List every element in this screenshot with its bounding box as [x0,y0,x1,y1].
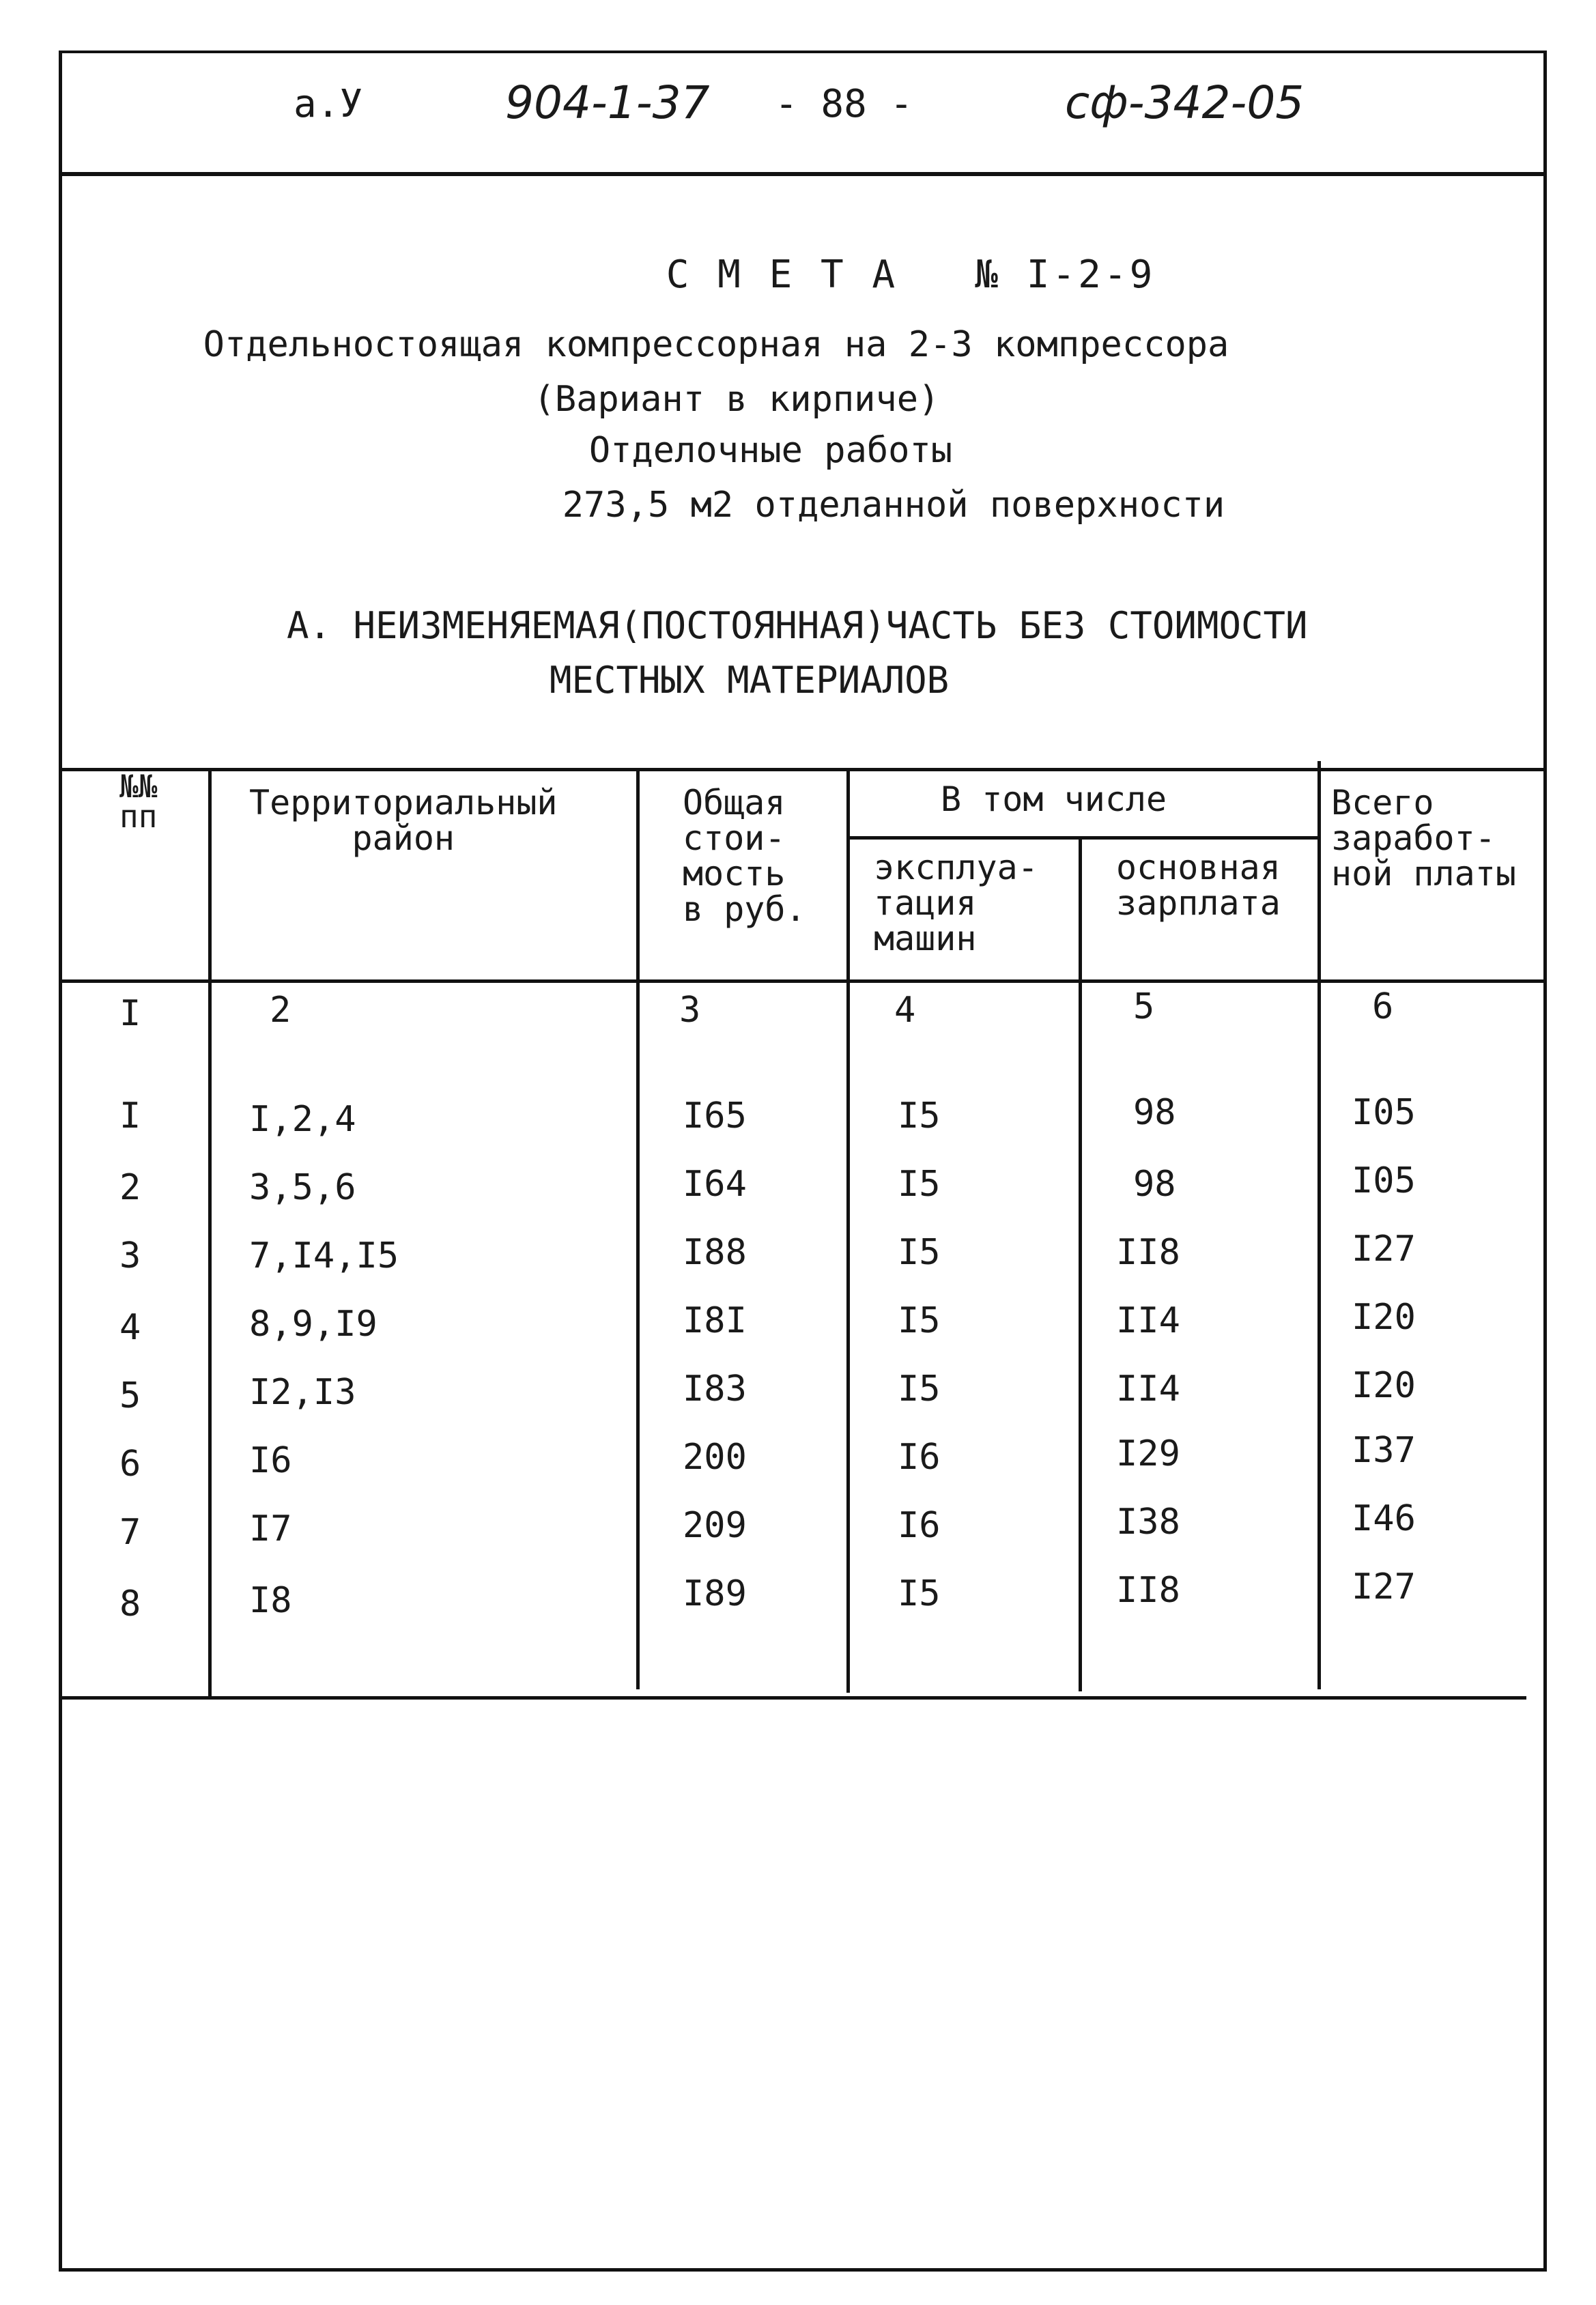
row-2-machines: I5 [898,1164,941,1205]
row-7-wages: I46 [1352,1498,1416,1539]
heading-line-4: 273,5 м2 отделанной поверхности [562,485,1225,526]
row-1-number: I [119,1096,141,1136]
col-number-1: I [119,993,141,1034]
row-1-wages: I05 [1352,1092,1416,1133]
row-1-salary: 98 [1133,1092,1176,1133]
row-8-total: I89 [683,1573,747,1614]
row-2-total: I64 [683,1164,747,1205]
row-4-machines: I5 [898,1300,941,1341]
header-number: №№ пп [119,768,158,835]
col-number-3: 3 [679,990,701,1031]
row-5-salary: II4 [1116,1369,1180,1409]
row-3-number: 3 [119,1235,141,1276]
header-salary: основная зарплата [1116,848,1281,923]
col-divider-1 [208,768,212,1696]
row-5-region: I2,I3 [249,1372,356,1413]
row-7-total: 209 [683,1505,747,1546]
row-8-region: I8 [249,1580,292,1621]
row-5-total: I83 [683,1369,747,1409]
section-title-line-1: А. НЕИЗМЕНЯЕМАЯ(ПОСТОЯННАЯ)ЧАСТЬ БЕЗ СТОИМОСТИ [287,604,1308,647]
col-number-4: 4 [894,990,916,1031]
row-6-total: 200 [683,1437,747,1478]
row-7-region: I7 [249,1508,292,1549]
table-top-border [59,768,1547,771]
header-total-wages: Всего заработ- ной платы [1331,783,1516,893]
heading-line-3: Отделочные работы [588,430,953,471]
col-divider-2 [636,768,640,1689]
stamp-separator [59,172,1547,176]
header-bottom-border [59,979,1547,983]
row-1-machines: I5 [898,1096,941,1136]
row-6-region: I6 [249,1440,292,1481]
row-2-salary: 98 [1133,1164,1176,1205]
row-7-machines: I6 [898,1505,941,1546]
stamp-code: 904-1-37 [505,76,710,129]
row-4-region: 8,9,I9 [249,1304,377,1345]
section-title-line-2: МЕСТНЫХ МАТЕРИАЛОВ [550,659,950,702]
row-2-number: 2 [119,1167,141,1208]
row-5-wages: I20 [1352,1365,1416,1406]
row-7-number: 7 [119,1512,141,1553]
col-divider-4 [1079,838,1082,1691]
row-2-region: 3,5,6 [249,1167,356,1208]
col-number-5: 5 [1133,986,1155,1027]
row-1-total: I65 [683,1096,747,1136]
stamp-left: а.У [294,82,363,126]
header-machines: эксплуа- тация машин [874,848,1038,958]
row-8-machines: I5 [898,1573,941,1614]
group-divider [850,836,1321,840]
row-3-wages: I27 [1352,1229,1416,1270]
estimate-title: С М Е Т А № I-2-9 [666,253,1156,297]
row-1-region: I,2,4 [249,1099,356,1140]
col-divider-3 [846,768,850,1693]
row-4-salary: II4 [1116,1300,1180,1341]
row-3-total: I88 [683,1232,747,1273]
row-5-machines: I5 [898,1369,941,1409]
row-4-wages: I20 [1352,1297,1416,1338]
heading-line-1: Отдельностоящая компрессорная на 2-3 компрессора [203,324,1229,365]
row-7-salary: I38 [1116,1502,1180,1543]
header-group: В том числе [941,779,1167,819]
row-6-salary: I29 [1116,1433,1180,1474]
row-3-machines: I5 [898,1232,941,1273]
row-8-number: 8 [119,1584,141,1624]
row-5-number: 5 [119,1375,141,1416]
row-3-region: 7,I4,I5 [249,1235,399,1276]
col-divider-5 [1317,761,1321,1689]
row-4-total: I8I [683,1300,747,1341]
row-8-wages: I27 [1352,1566,1416,1607]
header-total-cost: Общая стои- мость в руб. [683,783,806,929]
row-6-number: 6 [119,1444,141,1485]
heading-line-2: (Вариант в кирпиче) [533,379,940,420]
table-bottom-border [59,1696,1526,1700]
row-3-salary: II8 [1116,1232,1180,1273]
row-8-salary: II8 [1116,1570,1180,1611]
header-region: Территориальный район [249,783,558,858]
row-4-number: 4 [119,1307,141,1348]
row-6-machines: I6 [898,1437,941,1478]
row-6-wages: I37 [1352,1430,1416,1471]
row-2-wages: I05 [1352,1160,1416,1201]
sheet-code: сф-342-05 [1065,76,1305,129]
col-number-6: 6 [1372,986,1394,1027]
page-number: - 88 - [775,82,913,126]
col-number-2: 2 [270,990,291,1031]
